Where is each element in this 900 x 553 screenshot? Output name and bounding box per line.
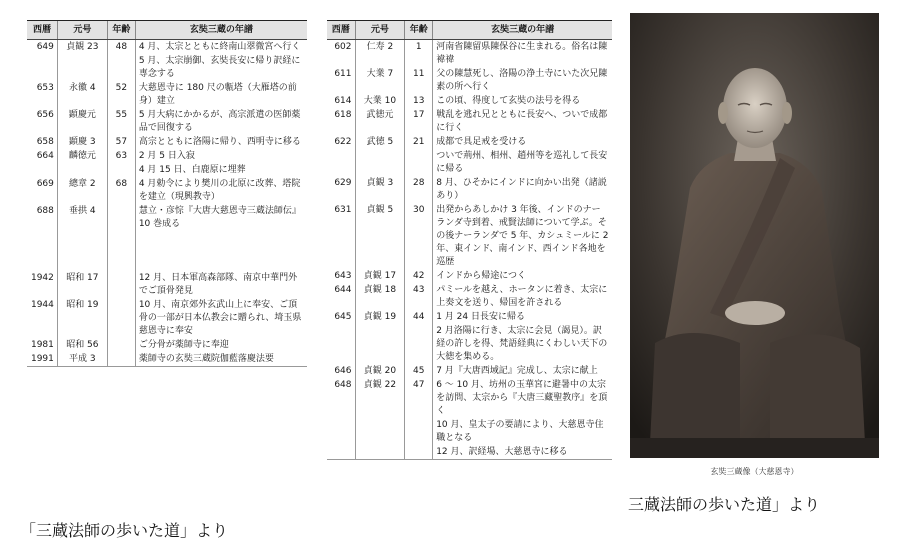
cell-year: 631 [334, 205, 352, 215]
table-row [327, 324, 612, 364]
cell-era: 昭和 17 [57, 271, 107, 298]
cell-age: 11 [405, 67, 433, 94]
cell-era: 昭和 19 [57, 298, 107, 338]
cell-event: 1 月 24 日長安に帰る [433, 310, 612, 324]
statue-photo [630, 13, 879, 458]
cell-era: 貞観 5 [355, 203, 405, 269]
table-row [27, 149, 307, 163]
table-row [327, 94, 612, 108]
table-row [27, 177, 307, 204]
spacer-cell [107, 261, 135, 271]
cell-era [355, 445, 405, 460]
table-body [327, 40, 612, 460]
cell-age [107, 298, 135, 338]
spacer-cell [107, 231, 135, 241]
table-row [327, 135, 612, 149]
cell-era: 顕慶 3 [57, 135, 107, 149]
source-caption-right: 三蔵法師の歩いた道」より [628, 495, 821, 514]
statue-knee-left [650, 333, 740, 443]
table-row [27, 108, 307, 135]
cell-era: 顕慶元 [57, 108, 107, 135]
chronology-table-early [327, 20, 612, 460]
cell-era: 貞観 3 [355, 176, 405, 203]
photo-caption: 玄奘三蔵像（大慈恩寺） [710, 467, 799, 476]
cell-event: ついで荊州、相州、趙州等を巡礼して長安に帰る [433, 149, 612, 176]
header-event: 玄奘三蔵の年譜 [433, 21, 612, 40]
cell-age: 44 [405, 310, 433, 324]
cell-age: 55 [107, 108, 135, 135]
spacer-cell [57, 231, 107, 241]
cell-era: 大業 7 [355, 67, 405, 94]
cell-event: 高宗とともに洛陽に帰り、西明寺に移る [135, 135, 307, 149]
cell-year: 611 [334, 69, 352, 79]
cell-event: パミールを越え、ホータンに着き、太宗に上奏文を送り、帰国を許される [433, 283, 612, 310]
table-row [27, 135, 307, 149]
cell-event: 7 月『大唐西域記』完成し、太宗に献上 [433, 364, 612, 378]
statue-base [630, 438, 879, 458]
spacer-row [27, 251, 307, 261]
cell-event: 5 月大病にかかるが、高宗派遣の医師薬品で回復する [135, 108, 307, 135]
table-row [327, 149, 612, 176]
header-year: 西暦 [327, 21, 355, 40]
cell-age: 13 [405, 94, 433, 108]
cell-era: 武徳 5 [355, 135, 405, 149]
cell-year: 649 [36, 42, 54, 52]
spacer-cell [27, 261, 57, 271]
cell-year: 618 [334, 110, 352, 120]
cell-event: 12 月、日本軍高森部隊、南京中華門外でご頂骨発見 [135, 271, 307, 298]
spacer-cell [135, 261, 307, 271]
spacer-cell [27, 231, 57, 241]
cell-age [405, 418, 433, 445]
cell-year [327, 445, 355, 460]
cell-year: 645 [334, 312, 352, 322]
cell-era: 貞観 22 [355, 378, 405, 418]
cell-year [327, 149, 355, 176]
cell-age [107, 204, 135, 231]
statue-head [723, 68, 787, 148]
cell-year: 653 [36, 83, 54, 93]
cell-era: 永徽 4 [57, 81, 107, 108]
cell-age: 30 [405, 203, 433, 269]
cell-era: 武徳元 [355, 108, 405, 135]
table-row [327, 176, 612, 203]
table-row [27, 338, 307, 352]
cell-event: 薬師寺の玄奘三蔵院伽藍落慶法要 [135, 352, 307, 367]
statue-hands [725, 301, 785, 325]
cell-year: 622 [334, 137, 352, 147]
cell-event: 河南省陳留県陳保谷に生まれる。俗名は陳褘禕 [433, 40, 612, 68]
cell-year: 656 [36, 110, 54, 120]
spacer-cell [135, 251, 307, 261]
cell-event: 8 月、ひそかにインドに向かい出発（諸説あり） [433, 176, 612, 203]
cell-age [107, 271, 135, 298]
cell-age: 57 [107, 135, 135, 149]
header-age: 年齢 [107, 21, 135, 40]
cell-event: ご分骨が薬師寺に奉迎 [135, 338, 307, 352]
header-event: 玄奘三蔵の年譜 [135, 21, 307, 40]
cell-era: 貞観 23 [57, 40, 107, 55]
cell-era: 垂拱 4 [57, 204, 107, 231]
table-row [327, 67, 612, 94]
cell-year [327, 418, 355, 445]
cell-event: 2 月 5 日入寂 [135, 149, 307, 163]
cell-year [327, 324, 355, 364]
cell-era: 貞観 19 [355, 310, 405, 324]
cell-age [405, 149, 433, 176]
table-row [327, 40, 612, 68]
cell-year: 646 [334, 366, 352, 376]
header-era: 元号 [57, 21, 107, 40]
cell-year: 1981 [30, 340, 54, 350]
table-row [27, 271, 307, 298]
cell-year: 688 [36, 206, 54, 216]
table-row [327, 269, 612, 283]
cell-event: 10 月、南京郊外玄武山上に奉安、ご頂骨の一部が日本仏教会に贈られ、埼玉県慈恩寺に奉安 [135, 298, 307, 338]
cell-age: 17 [405, 108, 433, 135]
cell-year: 664 [36, 151, 54, 161]
cell-event: 出発からあしかけ 3 年後、インドのナーランダ寺到着、戒賢法師について学ぶ。その後ナーランダで 5 年、カシュミールに 2 年、東インド、南インド、西インド各地を巡歴 [433, 203, 612, 269]
cell-era: 貞観 18 [355, 283, 405, 310]
table-row [327, 108, 612, 135]
cell-year: 1991 [27, 352, 57, 367]
statue-ear-left [718, 102, 728, 124]
table-row [27, 81, 307, 108]
spacer-row [27, 231, 307, 241]
cell-era [355, 149, 405, 176]
table-row [27, 163, 307, 177]
spacer-cell [57, 261, 107, 271]
cell-year [27, 54, 57, 81]
table-row [27, 54, 307, 81]
source-caption-left: 「三蔵法師の歩いた道」より [20, 521, 229, 540]
spacer-cell [27, 251, 57, 261]
cell-age: 47 [405, 378, 433, 418]
table-row [27, 40, 307, 55]
cell-event: 成都で具足戒を受ける [433, 135, 612, 149]
cell-age: 45 [405, 364, 433, 378]
spacer-row [27, 261, 307, 271]
spacer-cell [135, 231, 307, 241]
cell-event: 2 月洛陽に行き、太宗に会見（謁見）。訳経の許しを得、梵語経典にくわしい天下の大徳を集める。 [433, 324, 612, 364]
spacer-cell [107, 251, 135, 261]
table-row [327, 364, 612, 378]
cell-era: 貞観 20 [355, 364, 405, 378]
cell-year: 648 [334, 380, 352, 390]
cell-year: 658 [36, 137, 54, 147]
cell-era: 總章 2 [57, 177, 107, 204]
cell-age [405, 324, 433, 364]
cell-age: 21 [405, 135, 433, 149]
cell-age: 68 [107, 177, 135, 204]
cell-age: 43 [405, 283, 433, 310]
cell-age [107, 54, 135, 81]
cell-age [107, 352, 135, 367]
cell-event: 慧立・彦悰『大唐大慈恩寺三蔵法師伝』10 巻成る [135, 204, 307, 231]
cell-era [57, 163, 107, 177]
cell-event: 12 月、訳経場、大慈恩寺に移る [433, 445, 612, 460]
table-header [27, 21, 307, 40]
cell-era: 麟徳元 [57, 149, 107, 163]
cell-event: 4 月、太宗とともに終南山翠微宮へ行く [135, 40, 307, 55]
table-header [327, 21, 612, 40]
cell-age [405, 445, 433, 460]
header-era: 元号 [355, 21, 405, 40]
table-row [327, 445, 612, 460]
table-row [327, 418, 612, 445]
cell-event: この頃、得度して玄奘の法号を得る [433, 94, 612, 108]
table-row [327, 378, 612, 418]
cell-year: 1944 [30, 300, 54, 310]
cell-year: 643 [334, 271, 352, 281]
cell-event: 5 月、太宗崩御、玄奘長安に帰り訳経に専念する [135, 54, 307, 81]
cell-event: 父の陳慧死し、洛陽の浄土寺にいた次兄陳素の所へ行く [433, 67, 612, 94]
cell-event: 10 月、皇太子の要請により、大慈恩寺住職となる [433, 418, 612, 445]
table-row [27, 352, 307, 367]
cell-year: 614 [334, 96, 352, 106]
cell-age: 1 [405, 40, 433, 68]
table-row [327, 310, 612, 324]
cell-year: 1942 [30, 273, 54, 283]
cell-age [107, 163, 135, 177]
cell-age [107, 338, 135, 352]
cell-year: 602 [334, 42, 352, 52]
statue-illustration [630, 13, 879, 458]
spacer-cell [27, 241, 57, 251]
cell-era: 仁寿 2 [355, 40, 405, 68]
table-row [27, 204, 307, 231]
spacer-row [27, 241, 307, 251]
statue-ear-right [782, 102, 792, 124]
header-year: 西暦 [27, 21, 57, 40]
cell-event: 戦乱を逃れ兄とともに長安へ、ついで成都に行く [433, 108, 612, 135]
spacer-cell [107, 241, 135, 251]
table-row [327, 283, 612, 310]
table-row [27, 298, 307, 338]
cell-year: 669 [36, 179, 54, 189]
cell-event: 4 月勅令により樊川の北原に改葬、塔院を建立（現興教寺） [135, 177, 307, 204]
cell-age: 28 [405, 176, 433, 203]
spacer-cell [57, 251, 107, 261]
cell-year: 644 [334, 285, 352, 295]
cell-year [27, 163, 57, 177]
chronology-table-later [27, 20, 307, 367]
cell-era [355, 418, 405, 445]
cell-era: 貞観 17 [355, 269, 405, 283]
cell-age: 48 [107, 40, 135, 55]
statue-knee-right [770, 334, 865, 443]
cell-age: 63 [107, 149, 135, 163]
spacer-cell [57, 241, 107, 251]
cell-era [355, 324, 405, 364]
cell-era [57, 54, 107, 81]
spacer-cell [135, 241, 307, 251]
header-age: 年齢 [405, 21, 433, 40]
cell-event: 6 ～ 10 月、坊州の玉華宮に避暑中の太宗を訪問、太宗から『大唐三藏聖教序』を頂く [433, 378, 612, 418]
cell-event: 4 月 15 日、白鹿原に埋葬 [135, 163, 307, 177]
cell-event: 大慈恩寺に 180 尺の甎塔（大雁塔の前身）建立 [135, 81, 307, 108]
cell-age: 42 [405, 269, 433, 283]
table-body [27, 40, 307, 367]
cell-event: インドから帰途につく [433, 269, 612, 283]
table-row [327, 203, 612, 269]
cell-era: 大業 10 [355, 94, 405, 108]
cell-age: 52 [107, 81, 135, 108]
cell-era: 昭和 56 [57, 338, 107, 352]
cell-era: 平成 3 [57, 352, 107, 367]
cell-year: 629 [334, 178, 352, 188]
